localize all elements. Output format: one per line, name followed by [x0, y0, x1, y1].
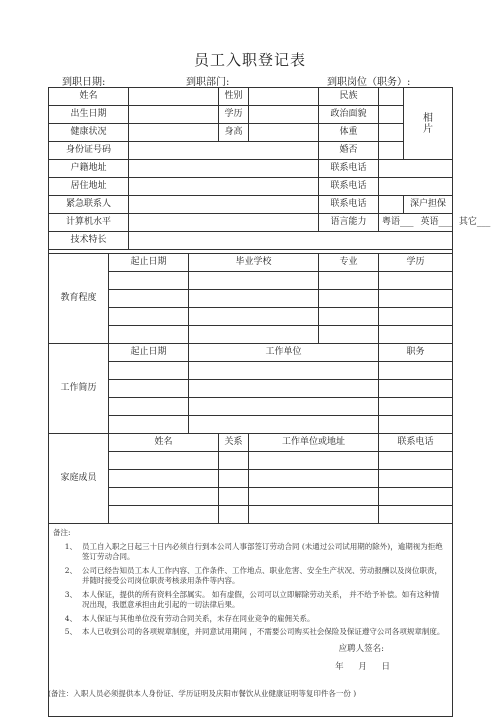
- note-item-1: 1、 员工自入职之日起三十日内必须自行到本公司人事部签订劳动合同 (未通过公司试用期的除外)，逾期视为拒绝签订劳动合同。: [64, 541, 443, 561]
- table-row: [49, 452, 453, 470]
- table-row: [49, 326, 453, 344]
- edu-col-period: 起止日期: [109, 254, 189, 272]
- computer-level-field[interactable]: [129, 214, 319, 232]
- height-label: 身高: [219, 124, 249, 142]
- residence-address-field[interactable]: [129, 178, 319, 196]
- note-item-3: 3、 本人保证，提供的所有资料全部属实。 如有虚假，公司可以立即解除劳动关系， 并不给予补偿。如有这种情况出现，我愿意承担由此引起的一切法律后果。: [64, 589, 440, 609]
- political-label: 政治面貌: [319, 106, 379, 124]
- skills-label: 技术特长: [49, 232, 129, 250]
- footer-note: (备注：入职人员必须提供本人身份证、学历证明及庆阳市餐饮从业健康证明等复印件各一份 ): [48, 689, 357, 698]
- gender-label: 性别: [219, 88, 249, 106]
- household-phone-field[interactable]: [379, 160, 453, 178]
- emergency-phone-label: 联系电话: [319, 196, 379, 214]
- gender-field[interactable]: [249, 88, 319, 106]
- language-options[interactable]: [379, 214, 491, 232]
- work-section-label: 工作简历: [49, 344, 109, 434]
- political-field[interactable]: [379, 106, 404, 124]
- table-row: [49, 470, 453, 488]
- signature-date[interactable]: 年 月 日: [335, 662, 391, 672]
- row-residence: [49, 178, 453, 196]
- edu-col-school: 毕业学校: [189, 254, 319, 272]
- row-skills: [49, 232, 453, 250]
- emergency-contact-field[interactable]: [129, 196, 319, 214]
- family-col-relation: 关系: [219, 434, 249, 452]
- family-col-address: 工作单位或地址: [249, 434, 379, 452]
- skills-field[interactable]: [129, 232, 453, 250]
- emergency-contact-label: 紧急联系人: [49, 196, 129, 214]
- education-header-row: [49, 254, 453, 272]
- other-option: 其它___: [458, 217, 491, 227]
- work-col-title: 职务: [379, 344, 453, 362]
- row-household: [49, 160, 453, 178]
- household-address-label: 户籍地址: [49, 160, 129, 178]
- height-field[interactable]: [249, 124, 319, 142]
- computer-level-label: 计算机水平: [49, 214, 129, 232]
- name-field[interactable]: [129, 88, 219, 106]
- id-number-label: 身份证号码: [49, 142, 129, 160]
- edu-col-major: 专业: [319, 254, 379, 272]
- household-phone-label: 联系电话: [319, 160, 379, 178]
- deep-guarantee-label[interactable]: 深户担保: [404, 196, 453, 214]
- language-label: 语言能力: [319, 214, 379, 232]
- education-field[interactable]: [249, 106, 319, 124]
- english-option: 英语___: [420, 217, 452, 227]
- row-computer: [49, 214, 453, 232]
- family-section-label: 家庭成员: [49, 434, 109, 524]
- table-row: [49, 290, 453, 308]
- note-item-5: 5、 本人已收到公司的各项规章制度，并同意试用期间 ，不需要公司购买社会保险及保证遵守公司各项规章制度。: [64, 627, 445, 636]
- marital-label: 婚否: [319, 142, 379, 160]
- birth-date-label: 出生日期: [49, 106, 129, 124]
- row-name: [49, 88, 453, 106]
- work-col-period: 起止日期: [109, 344, 189, 362]
- weight-label: 体重: [319, 124, 379, 142]
- department-label: 到职部门:: [186, 77, 230, 88]
- row-id: [49, 142, 453, 160]
- weight-field[interactable]: [379, 124, 404, 142]
- birth-date-field[interactable]: [129, 106, 219, 124]
- residence-phone-field[interactable]: [379, 178, 453, 196]
- emergency-phone-field[interactable]: [379, 196, 404, 214]
- household-address-field[interactable]: [129, 160, 319, 178]
- id-number-field[interactable]: [129, 142, 319, 160]
- residence-phone-label: 联系电话: [319, 178, 379, 196]
- table-row: [49, 398, 453, 416]
- education-section-label: 教育程度: [49, 254, 109, 344]
- table-row: [49, 416, 453, 434]
- row-birth: [49, 106, 453, 124]
- photo-label-line1: 相: [423, 112, 434, 124]
- ethnicity-field[interactable]: [379, 88, 404, 106]
- health-field[interactable]: [129, 124, 219, 142]
- family-header-row: [49, 434, 453, 452]
- table-row: [49, 380, 453, 398]
- cantonese-option: 粤语___: [382, 217, 414, 227]
- residence-address-label: 居住地址: [49, 178, 129, 196]
- table-row: [49, 488, 453, 506]
- applicant-signature[interactable]: 应聘人签名:: [338, 643, 385, 654]
- form-title: 员工入职登记表: [193, 51, 306, 69]
- row-emergency: [49, 196, 453, 214]
- table-row: [49, 272, 453, 290]
- notes-heading: 备注:: [53, 528, 71, 537]
- name-label: 姓名: [49, 88, 129, 106]
- family-col-name: 姓名: [109, 434, 219, 452]
- note-item-2: 2、 公司已经告知员工本人工作内容、工作条件、工作地点、职业危害、安全生产状况、劳动报酬以及岗位职责，并随时接受公司岗位职责考核录用条件等内容。: [64, 565, 442, 585]
- marital-field[interactable]: [379, 142, 404, 160]
- family-col-phone: 联系电话: [379, 434, 453, 452]
- entry-date-label: 到职日期:: [62, 77, 106, 88]
- edu-col-degree: 学历: [379, 254, 453, 272]
- work-col-employer: 工作单位: [189, 344, 379, 362]
- notes: [53, 528, 446, 673]
- ethnicity-label: 民族: [319, 88, 379, 106]
- registration-table: [48, 87, 491, 717]
- position-label: 到职岗位（职务）:: [327, 77, 411, 88]
- table-row: [49, 506, 453, 524]
- education-label: 学历: [219, 106, 249, 124]
- table-row: [49, 308, 453, 326]
- row-health: [49, 124, 453, 142]
- work-header-row: [49, 344, 453, 362]
- note-item-4: 4、 本人保证与其他单位没有劳动合同关系，未存在同业竞争的雇佣关系。: [64, 613, 315, 623]
- health-label: 健康状况: [49, 124, 129, 142]
- photo-area[interactable]: [404, 88, 453, 160]
- photo-label-line2: 片: [423, 123, 434, 135]
- table-row: [49, 362, 453, 380]
